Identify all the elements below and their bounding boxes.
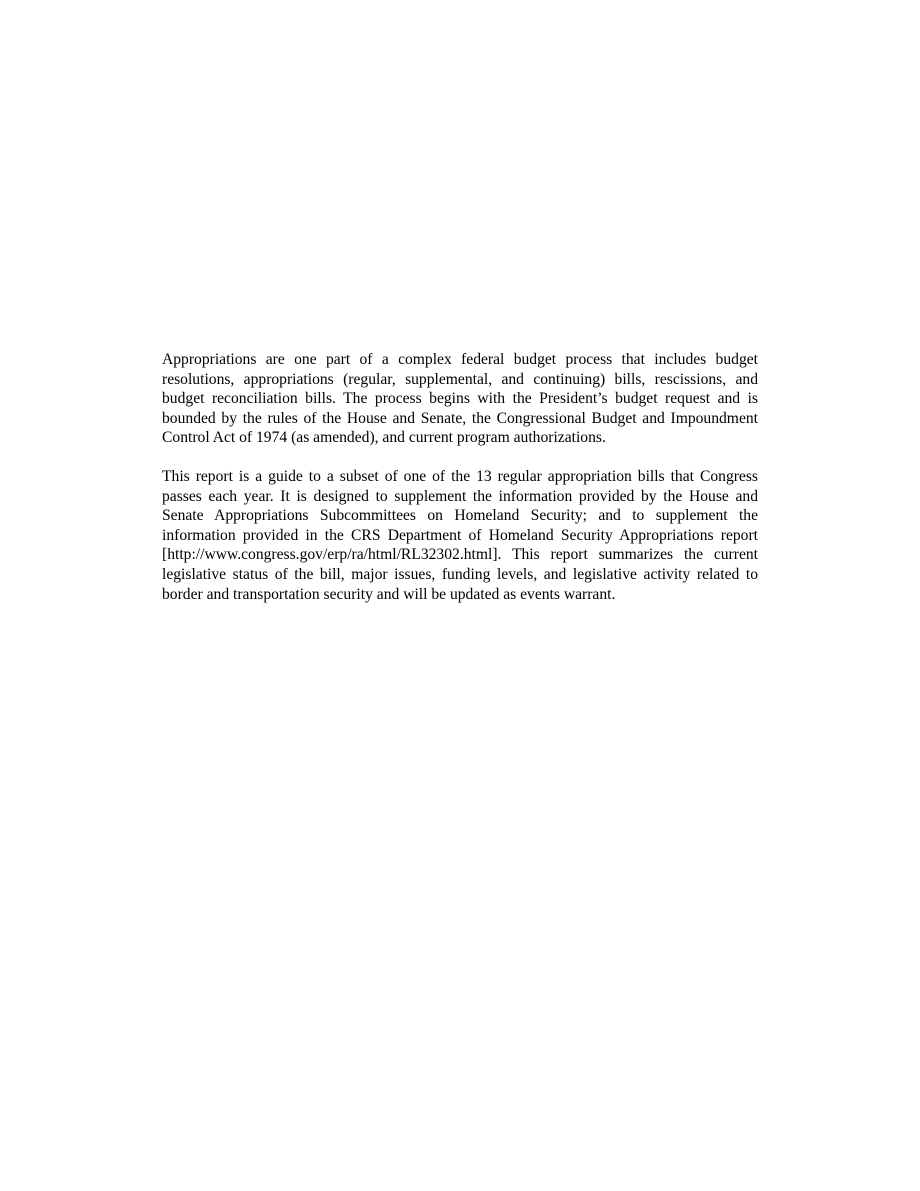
paragraph-budget-process: Appropriations are one part of a complex federal budget process that includes budget resolutions, appropriations (regular, supplemental, and continuing) bills, rescissions, and budget reconciliation bills. The process begins with the President’s budget request and is bounded by the rules of the House and Senate, the Congressional Budget and Impoundment Control Act of 1974 (as amended), and current program authorizations.	[162, 351, 758, 447]
document-body	[162, 350, 758, 604]
paragraph-report-scope: This report is a guide to a subset of one of the 13 regular appropriation bills that Congress passes each year. It is designed to supplement the information provided by the House and Senate Appropriations Subcommittees on Homeland Security; and to supplement the information provided in the CRS Department of Homeland Security Appropriations report [http://www.congress.gov/erp/ra/html/RL32302.html]. This report summarizes the current legislative status of the bill, major issues, funding levels, and legislative activity related to border and transportation security and will be updated as events warrant.	[162, 467, 758, 603]
